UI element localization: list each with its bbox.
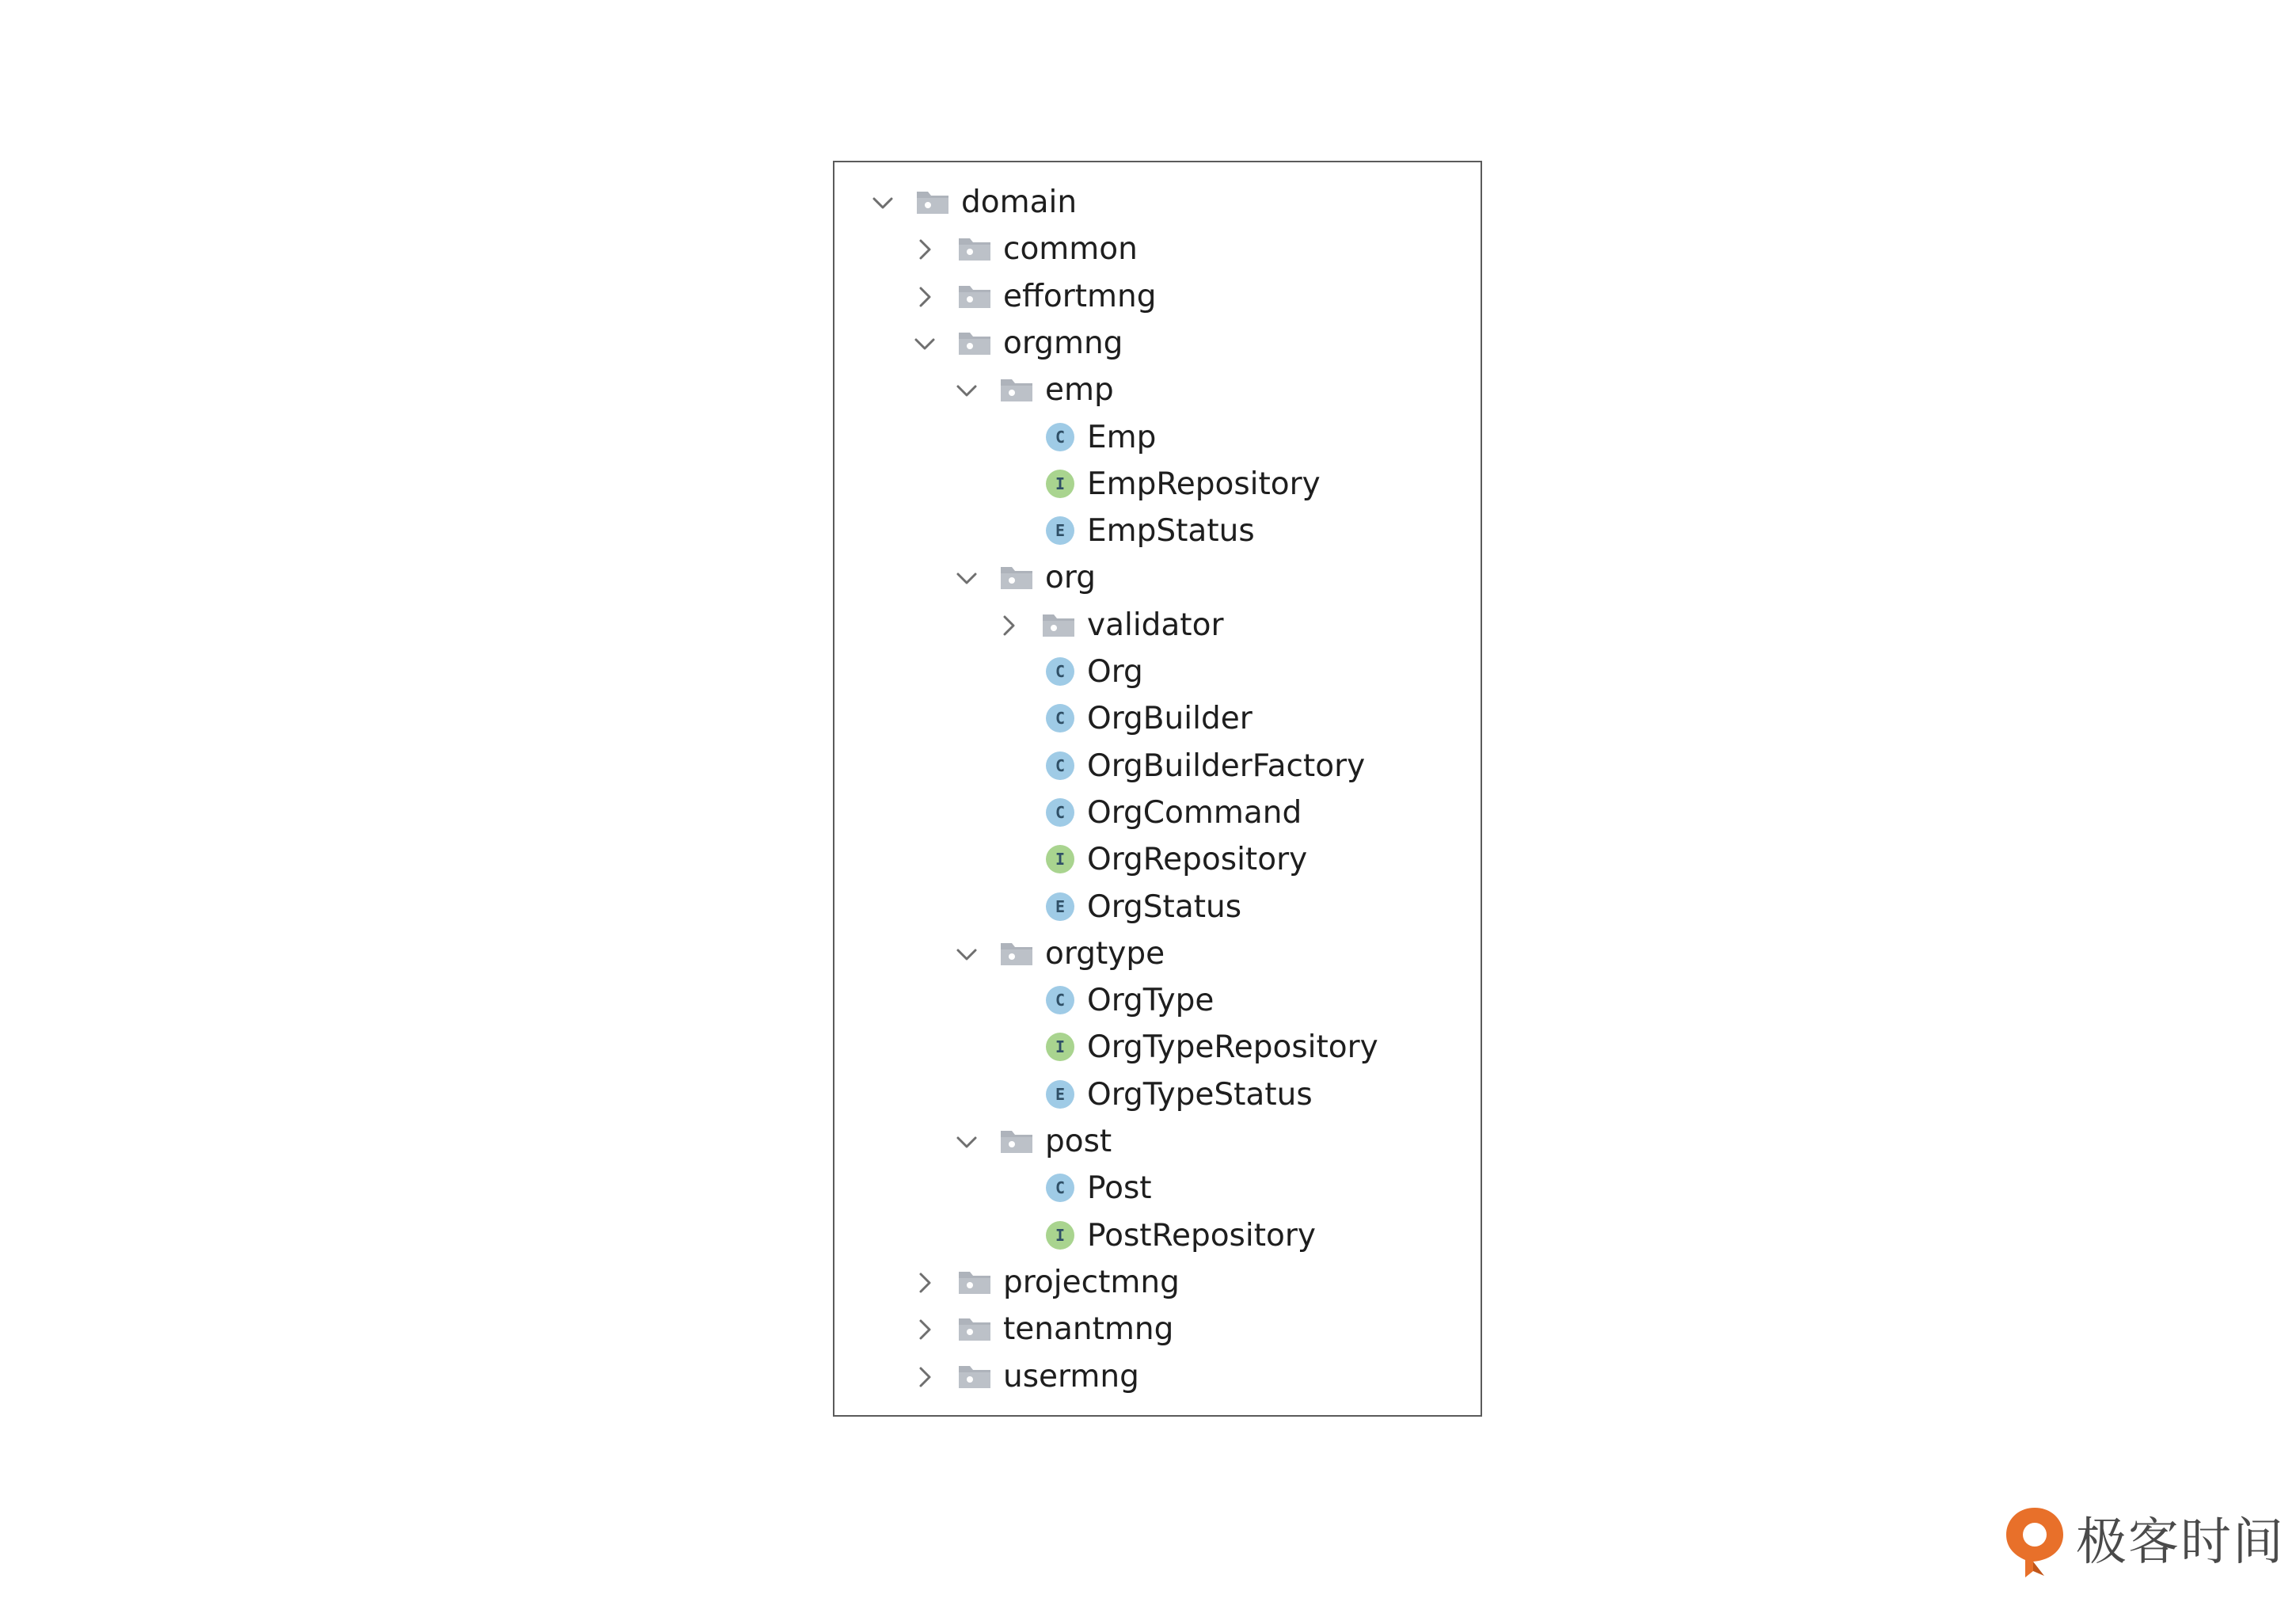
tree-node-emp[interactable] <box>834 367 1481 413</box>
chevron-down-icon[interactable] <box>948 930 980 977</box>
project-tree-panel <box>833 161 1482 1417</box>
chevron-down-icon[interactable] <box>948 554 980 601</box>
folder-icon <box>957 273 992 320</box>
tree-node-label: usermng <box>1003 1358 1139 1394</box>
chevron-right-icon[interactable] <box>907 273 938 320</box>
chevron-right-icon[interactable] <box>907 1306 938 1353</box>
tree-node-emp-status[interactable] <box>834 508 1481 554</box>
tree-node-label: OrgStatus <box>1087 888 1242 925</box>
chevron-down-icon[interactable] <box>865 179 896 226</box>
enum-icon <box>1044 1071 1079 1118</box>
tree-node-label: post <box>1045 1124 1112 1159</box>
tree-node-label: validator <box>1087 607 1224 643</box>
folder-icon <box>999 930 1034 977</box>
geektime-logo-icon <box>2001 1503 2068 1582</box>
tree-node-label: org <box>1045 560 1096 596</box>
svg-text:C: C <box>1055 802 1066 822</box>
folder-icon <box>957 320 992 367</box>
tree-node-org-command[interactable] <box>834 789 1481 836</box>
folder-icon <box>1041 602 1076 649</box>
svg-text:C: C <box>1055 755 1066 775</box>
chevron-right-icon[interactable] <box>907 1353 938 1400</box>
folder-icon <box>999 554 1034 601</box>
interface-icon <box>1044 1024 1079 1071</box>
tree-node-label: OrgCommand <box>1087 794 1302 831</box>
tree-node-orgmng[interactable] <box>834 320 1481 367</box>
svg-text:C: C <box>1055 709 1066 729</box>
class-icon <box>1044 977 1079 1024</box>
folder-icon <box>957 1259 992 1306</box>
tree-node-label: Emp <box>1087 419 1157 455</box>
tree-node-org[interactable] <box>834 649 1481 695</box>
folder-icon <box>957 226 992 272</box>
tree-node-label: EmpRepository <box>1087 466 1321 502</box>
brand-name: 极客时间 <box>2076 1513 2285 1572</box>
svg-text:E: E <box>1055 896 1066 916</box>
chevron-down-icon[interactable] <box>948 1118 980 1165</box>
tree-node-effortmng[interactable] <box>834 273 1481 320</box>
interface-icon <box>1044 836 1079 883</box>
tree-node-label: orgmng <box>1003 325 1123 361</box>
class-icon <box>1044 1165 1079 1212</box>
svg-text:C: C <box>1055 427 1066 447</box>
folder-icon <box>915 179 950 226</box>
tree-node-org-status[interactable] <box>834 884 1481 930</box>
svg-text:C: C <box>1055 662 1066 681</box>
tree-node-label: EmpStatus <box>1087 513 1255 550</box>
interface-icon <box>1044 461 1079 508</box>
tree-node-label: projectmng <box>1003 1264 1180 1300</box>
chevron-right-icon[interactable] <box>990 602 1022 649</box>
enum-icon <box>1044 508 1079 554</box>
tree-node-emp-repository[interactable] <box>834 461 1481 508</box>
folder-icon <box>957 1353 992 1400</box>
chevron-down-icon[interactable] <box>948 367 980 413</box>
svg-text:E: E <box>1055 521 1066 541</box>
interface-icon <box>1044 1212 1079 1259</box>
tree-node-label: OrgTypeRepository <box>1087 1029 1378 1066</box>
tree-node-label: Post <box>1087 1170 1152 1207</box>
enum-icon <box>1044 884 1079 930</box>
tree-node-org[interactable] <box>834 554 1481 601</box>
class-icon <box>1044 414 1079 461</box>
svg-text:C: C <box>1055 991 1066 1010</box>
folder-icon <box>957 1306 992 1353</box>
tree-node-label: OrgBuilder <box>1087 701 1253 737</box>
svg-text:I: I <box>1055 1225 1066 1245</box>
class-icon <box>1044 789 1079 836</box>
chevron-right-icon[interactable] <box>907 226 938 272</box>
svg-text:E: E <box>1055 1084 1066 1104</box>
tree-node-domain[interactable] <box>834 179 1481 226</box>
tree-node-projectmng[interactable] <box>834 1259 1481 1306</box>
tree-node-usermng[interactable] <box>834 1353 1481 1400</box>
tree-node-post[interactable] <box>834 1165 1481 1212</box>
tree-node-org-type[interactable] <box>834 977 1481 1024</box>
tree-node-emp[interactable] <box>834 414 1481 461</box>
tree-node-org-builder[interactable] <box>834 695 1481 742</box>
tree-node-tenantmng[interactable] <box>834 1306 1481 1353</box>
tree-node-label: effortmng <box>1003 278 1157 314</box>
class-icon <box>1044 743 1079 789</box>
tree-node-label: domain <box>961 185 1078 220</box>
svg-text:I: I <box>1055 850 1066 869</box>
tree-node-org-type-status[interactable] <box>834 1071 1481 1118</box>
project-tree <box>834 162 1481 1415</box>
class-icon <box>1044 649 1079 695</box>
tree-node-post[interactable] <box>834 1118 1481 1165</box>
tree-node-org-builder-factory[interactable] <box>834 743 1481 789</box>
chevron-down-icon[interactable] <box>907 320 938 367</box>
tree-node-label: Org <box>1087 654 1143 690</box>
class-icon <box>1044 695 1079 742</box>
tree-node-label: PostRepository <box>1087 1217 1316 1254</box>
tree-node-org-type-repository[interactable] <box>834 1024 1481 1071</box>
svg-text:C: C <box>1055 1178 1066 1198</box>
tree-node-common[interactable] <box>834 226 1481 272</box>
tree-node-label: OrgBuilderFactory <box>1087 748 1366 784</box>
folder-icon <box>999 367 1034 413</box>
chevron-right-icon[interactable] <box>907 1259 938 1306</box>
brand-watermark <box>2001 1503 2286 1582</box>
tree-node-label: emp <box>1045 372 1114 409</box>
tree-node-label: tenantmng <box>1003 1311 1174 1348</box>
tree-node-org-repository[interactable] <box>834 836 1481 883</box>
tree-node-label: OrgRepository <box>1087 842 1308 878</box>
tree-node-post-repository[interactable] <box>834 1212 1481 1259</box>
tree-node-label: orgtype <box>1045 935 1165 972</box>
svg-text:I: I <box>1055 1037 1066 1057</box>
tree-node-validator[interactable] <box>834 602 1481 649</box>
tree-node-label: common <box>1003 231 1138 268</box>
svg-text:I: I <box>1055 474 1066 493</box>
tree-node-label: OrgType <box>1087 983 1215 1019</box>
folder-icon <box>999 1118 1034 1165</box>
tree-node-orgtype[interactable] <box>834 930 1481 977</box>
tree-node-label: OrgTypeStatus <box>1087 1076 1313 1113</box>
